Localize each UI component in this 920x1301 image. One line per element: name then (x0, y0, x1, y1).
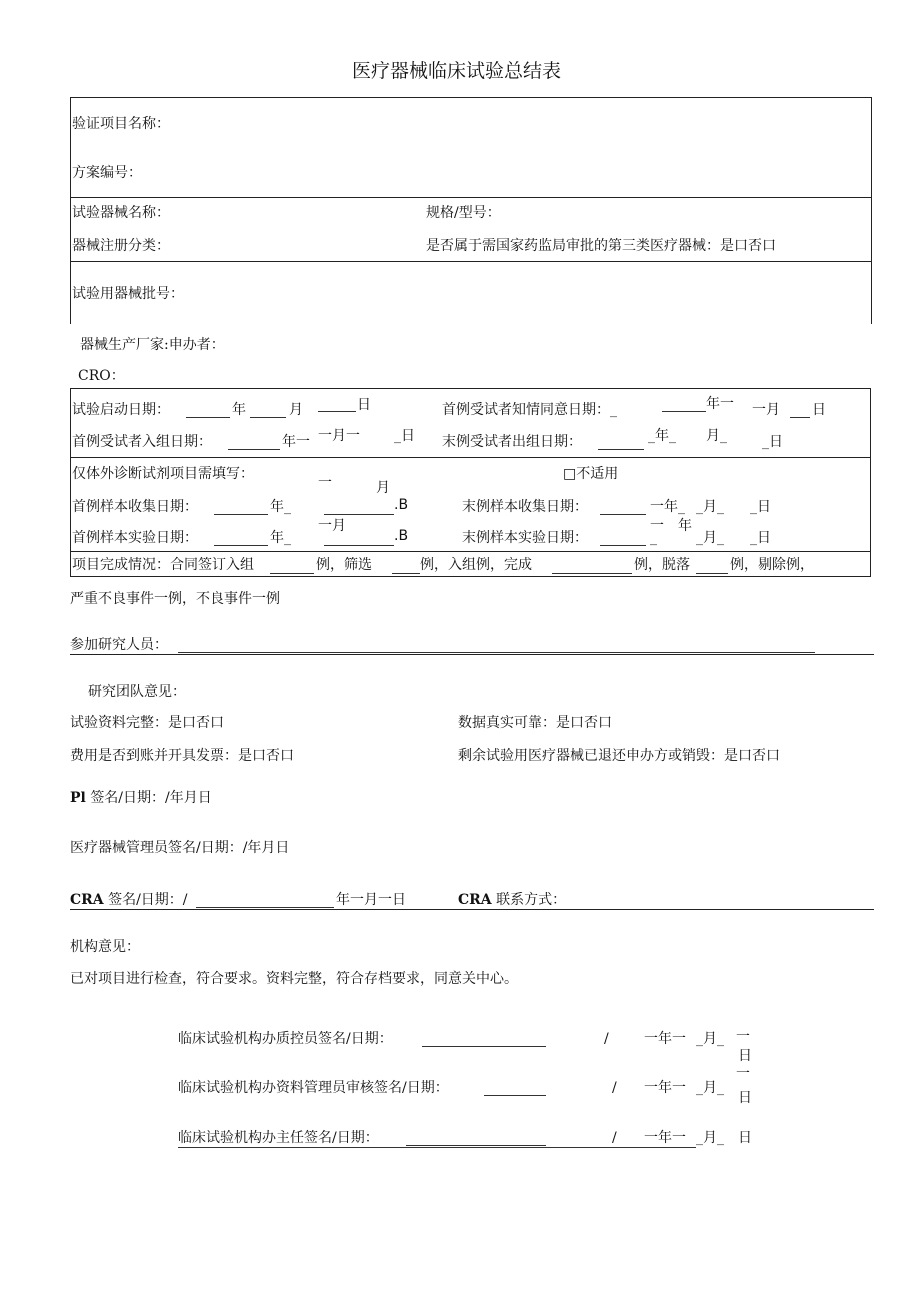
researchers-label: 参加研究人员： (70, 637, 168, 653)
table-left-border (70, 97, 71, 324)
first-sample-collect-day: .B (394, 497, 409, 513)
last-exit-day: _日 (762, 434, 783, 450)
page-title: 医疗器械临床试验总结表 (352, 60, 562, 82)
last-sample-collect-label: 末例样本收集日期： (462, 499, 588, 515)
completion-contract-enroll: 项目完成情况：合同签订入组 (72, 557, 254, 573)
table-divider (70, 457, 871, 458)
section-divider (70, 654, 874, 655)
last-sample-test-month: _月_ (696, 530, 724, 546)
first-sample-test-day: .B (394, 528, 409, 544)
table-divider (70, 261, 872, 262)
adverse-events-line: 严重不良事件一例，不良事件一例 (70, 591, 280, 607)
archive-month: _月_ (696, 1080, 724, 1096)
first-sample-test-label: 首例样本实验日期： (72, 530, 198, 546)
start-date-year: 年 (232, 402, 246, 418)
first-enroll-month: 一月一 (318, 428, 360, 444)
project-name-label: 验证项目名称： (72, 116, 170, 132)
device-name-label: 试验器械名称： (72, 205, 170, 221)
protocol-number-label: 方案编号： (72, 165, 142, 181)
ivd-heading: 仅体外诊断试剂项目需填写： (72, 466, 254, 482)
first-sample-collect-label: 首例样本收集日期： (72, 499, 198, 515)
team-opinion-heading: 研究团队意见： (88, 684, 186, 700)
archive-signature-label: 临床试验机构办资料管理员审核签名/日期： (178, 1080, 449, 1096)
batch-number-label: 试验用器械批号： (72, 286, 184, 302)
last-sample-test-day: _日 (750, 530, 771, 546)
last-sample-test-label: 末例样本实验日期： (462, 530, 588, 546)
director-year: 一年一 (644, 1130, 686, 1146)
completion-enrolled-completed: 例，入组例，完成 (420, 557, 532, 573)
last-sample-collect-year: 一年_ (650, 499, 685, 515)
remaining-device-checkbox[interactable]: 剩余试验用医疗器械已退还申办方或销毁：是口否口 (458, 748, 780, 764)
cra-date: 年一月一日 (336, 892, 406, 908)
last-sample-collect-month: _月_ (696, 499, 724, 515)
director-signature-label: 临床试验机构办主任签名/日期： (178, 1130, 379, 1146)
first-consent-year: 年一 (706, 396, 734, 412)
institution-opinion-heading: 机构意见： (70, 939, 140, 955)
start-date-day: 日 (357, 397, 371, 413)
first-enroll-date-label: 首例受试者入组日期： (72, 434, 212, 450)
cra-contact: 联系方式： (496, 892, 567, 908)
completion-screened: 例，筛选 (316, 557, 372, 573)
fee-invoice-checkbox[interactable]: 费用是否到账并开具发票：是口否口 (70, 748, 294, 764)
last-sample-test-above: 一 年 (650, 518, 692, 534)
completion-excluded: 例，剔除例， (730, 557, 814, 573)
table-divider (70, 551, 871, 552)
pi-signature-date: 签名/日期：/年月日 (90, 790, 212, 806)
first-sample-collect-year: 年_ (270, 499, 291, 515)
table-top-border (70, 97, 872, 98)
device-admin-signature: 医疗器械管理员签名/日期：/年月日 (70, 840, 290, 856)
cra-signature-line (70, 892, 188, 908)
data-authentic-checkbox[interactable]: 数据真实可靠：是口否口 (458, 715, 612, 731)
last-exit-year: _年_ (648, 428, 676, 444)
ivd-above-month: 月 (376, 480, 390, 496)
first-sample-test-month: 一月 (318, 518, 346, 534)
first-enroll-day: _日 (394, 428, 415, 444)
table-right-border (871, 97, 872, 324)
director-slash: / (612, 1130, 617, 1146)
start-date-label: 试验启动日期： (72, 402, 170, 418)
last-exit-date-label: 末例受试者出组日期： (442, 434, 582, 450)
last-sample-test-dash: _ (650, 530, 657, 546)
first-enroll-year: 年一 (282, 434, 310, 450)
qc-slash: / (604, 1031, 609, 1047)
qc-day: 日 (738, 1048, 752, 1064)
institution-statement: 已对项目进行检查，符合要求。资料完整，符合存档要求，同意关中心。 (70, 971, 518, 987)
director-day: 日 (738, 1130, 752, 1146)
archive-slash: / (612, 1080, 617, 1096)
first-consent-month: 一月 (752, 402, 780, 418)
archive-year: 一年一 (644, 1080, 686, 1096)
section-divider (70, 909, 874, 910)
completion-dropout: 例，脱落 (634, 557, 690, 573)
qc-dash: 一 (736, 1029, 750, 1045)
qc-year: 一年一 (644, 1031, 686, 1047)
registration-class-label: 器械注册分类： (72, 238, 170, 254)
class3-question: 是否属于需国家药监局审批的第三类医疗器械：是口否口 (426, 238, 776, 254)
ivd-not-applicable-checkbox[interactable]: □不适用 (563, 466, 619, 482)
manufacturer-sponsor-label: 器械生产厂家:申办者： (80, 337, 225, 353)
table-divider (70, 197, 872, 198)
archive-day: 日 (738, 1090, 752, 1106)
cra-contact-line (458, 892, 566, 908)
cra-signature-date: 签名/日期：/ (108, 892, 188, 908)
first-consent-day: 日 (812, 402, 826, 418)
director-month: _月_ (696, 1130, 724, 1146)
ivd-above-yi: 一 (318, 475, 332, 491)
first-sample-test-year: 年_ (270, 530, 291, 546)
cro-label: CRO： (78, 368, 125, 384)
last-sample-collect-day: _日 (750, 499, 771, 515)
archive-dash: 一 (736, 1066, 750, 1082)
pi-signature-line (70, 790, 212, 806)
cra-contact-label: CRA (458, 892, 492, 908)
cra-label: CRA (70, 892, 104, 908)
data-complete-checkbox[interactable]: 试验资料完整：是口否口 (70, 715, 224, 731)
start-date-month: 月 (289, 402, 303, 418)
spec-model-label: 规格/型号： (426, 205, 501, 221)
pi-label: Pl (70, 790, 86, 806)
qc-month: _月_ (696, 1031, 724, 1047)
first-consent-date-label: 首例受试者知情同意日期：_ (442, 402, 617, 418)
qc-signature-label: 临床试验机构办质控员签名/日期： (178, 1031, 393, 1047)
last-exit-month: 月_ (706, 428, 727, 444)
